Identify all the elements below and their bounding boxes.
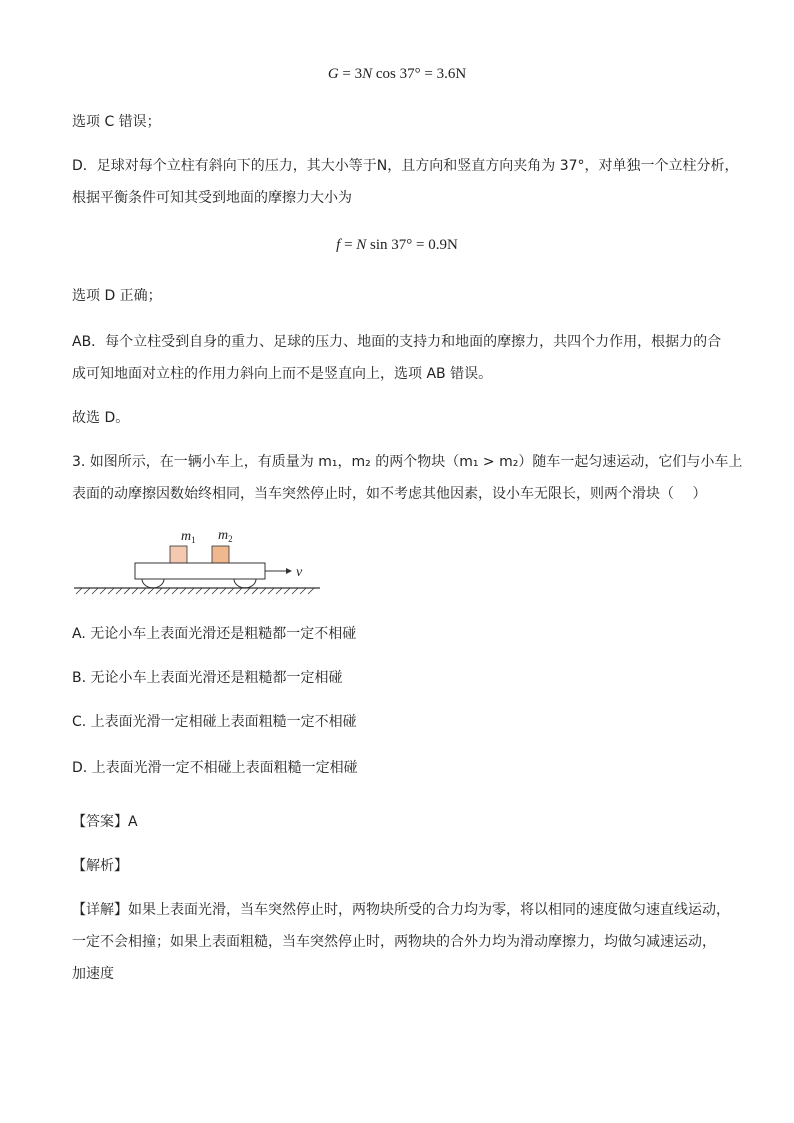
equation-friction: [0, 235, 794, 255]
eq1-rhs: = 3: [342, 66, 363, 82]
wheel-right: [234, 579, 256, 588]
solution-d-line1: D．足球对每个立柱有斜向下的压力，其大小等于N，且方向和竖直方向夹角为 37°，对单独一个立柱分析，: [72, 158, 739, 174]
solution-ab-line2: 成可知地面对立柱的作用力斜向上而不是竖直向上，选项 AB 错误。: [72, 366, 493, 382]
option-c: C. 上表面光滑一定相碰上表面粗糙一定不相碰: [72, 714, 357, 730]
option-d: D. 上表面光滑一定不相碰上表面粗糙一定相碰: [72, 760, 358, 776]
cart-diagram: [72, 526, 332, 600]
eq1-lhs: G: [327, 66, 339, 82]
option-a: A. 无论小车上表面光滑还是粗糙都一定不相碰: [72, 626, 357, 642]
solution-d-line2: 根据平衡条件可知其受到地面的摩擦力大小为: [72, 190, 352, 206]
arrow-head: [286, 568, 292, 574]
eq1-var: N: [362, 66, 373, 82]
option-b: B. 无论小车上表面光滑还是粗糙都一定相碰: [72, 670, 343, 686]
velocity-label: v: [296, 565, 303, 580]
m1-label: $m_1$: [181, 529, 196, 545]
question-3-line1: 3. 如图所示，在一辆小车上，有质量为 m₁，m₂ 的两个物块（m₁ > m₂）随车一起匀速运动，它们与小车上: [72, 454, 743, 470]
m2-label: $m_2$: [218, 528, 233, 544]
question-3-line2: 表面的动摩擦因数始终相同，当车突然停止时，如不考虑其他因素，设小车无限长，则两个滑块（ ）: [72, 486, 707, 502]
ground-hatching: [76, 588, 314, 594]
equation-gravity: [0, 64, 794, 84]
solution-d-result: 选项 D 正确；: [72, 288, 162, 304]
answer-label: 【答案】A: [72, 814, 138, 830]
eq2-rest: sin 37° = 0.9N: [370, 237, 458, 253]
eq1-rest: cos 37° = 3.6N: [375, 66, 467, 82]
conclusion: 故选 D。: [72, 410, 130, 426]
wheel-left: [142, 579, 164, 588]
solution-c: 选项 C 错误；: [72, 114, 161, 130]
eq2-var: N: [356, 237, 367, 253]
cart-body: [135, 563, 265, 579]
block-m2: [212, 546, 229, 563]
detail-line1: 【详解】如果上表面光滑，当车突然停止时，两物块所受的合力均为零，将以相同的速度做匀速直线运动，: [72, 902, 730, 918]
block-m1: [170, 546, 187, 563]
eq2-rhs: =: [344, 237, 353, 253]
detail-line3: 加速度: [72, 966, 114, 982]
detail-line2: 一定不会相撞；如果上表面粗糙，当车突然停止时，两物块的合外力均为滑动摩擦力，均做匀减速运动，: [72, 934, 716, 950]
eq2-lhs: f: [336, 237, 341, 253]
analysis-label: 【解析】: [72, 858, 128, 874]
solution-ab-line1: AB．每个立柱受到自身的重力、足球的压力、地面的支持力和地面的摩擦力，共四个力作用，根据力的合: [72, 334, 722, 350]
cart-figure: [72, 526, 332, 604]
